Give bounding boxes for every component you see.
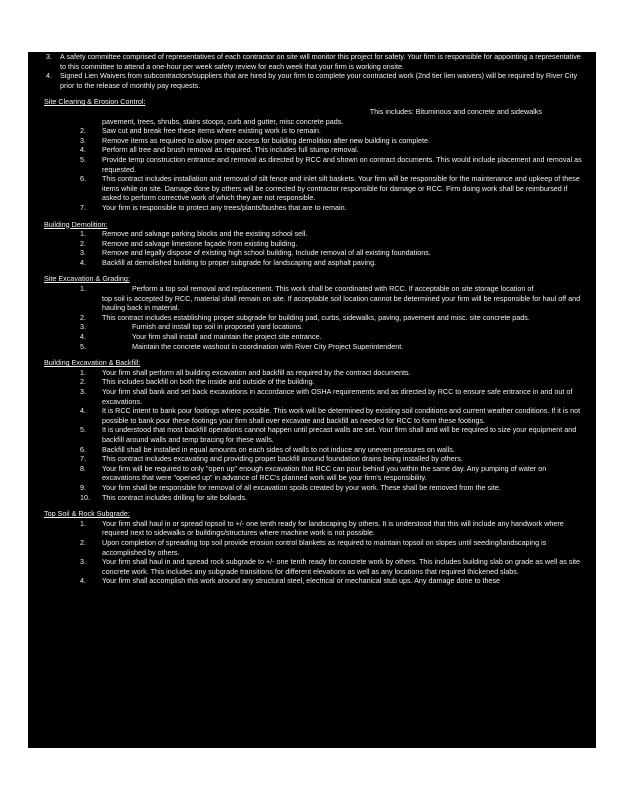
section-heading: Building Demolition: (44, 219, 108, 229)
item-number: 3. (80, 387, 86, 396)
list-item (46, 377, 582, 387)
item-text: Your firm shall bank and set back excavations in accordance with OSHA requirements and as directed by RCC to ensure safe entrance in and out of excavations. (102, 387, 573, 406)
item-number: 3. (80, 135, 86, 145)
item-number: 2. (80, 312, 86, 322)
item-text: Your firm is responsible to protect any trees/plants/bushes that are to remain. (102, 202, 347, 212)
list-item (46, 425, 582, 444)
list-item (46, 322, 582, 332)
list-item (46, 342, 582, 352)
item-number: 9. (80, 482, 86, 492)
section-heading: Site Excavation & Grading: (44, 274, 130, 284)
item-number: 1. (80, 518, 86, 528)
item-number: 6. (80, 174, 86, 184)
item-number (80, 117, 102, 127)
item-text: It is understood that most backfill operations cannot happen until precast walls are set. Your firm shall and will be required to size your equipment and backfill around walls and temp bracing for these walls. (102, 425, 577, 444)
section-heading: Top Soil & Rock Subgrade: (44, 509, 130, 519)
item-number: 6. (80, 444, 86, 454)
item-text: Provide temp construction entrance and removal as directed by RCC and shown on contract documents. This would include placement and removal as requested. (102, 154, 582, 174)
list-item (46, 284, 582, 294)
item-number: 3. (80, 322, 86, 332)
item-number: 8. (80, 463, 86, 473)
item-text: Backfill at demolished building to proper subgrade for landscaping and asphalt paving. (102, 257, 377, 267)
item-text: Remove and salvage parking blocks and the existing school sell. (102, 229, 308, 239)
item-text: This contract includes excavating and providing proper backfill around foundation drains being installed by others. (102, 454, 463, 464)
item-text: Your firm shall install and maintain the project site entrance. (132, 332, 322, 342)
item-text: Remove and salvage limestone façade from existing building. (102, 238, 298, 248)
list-item (46, 483, 582, 493)
item-text: This contract includes installation and removal of silt fence and inlet silt baskets. Your firm will be responsible for the maintenance and upkeep of these items while on site. Damage done by others will be corrected by contractor responsible for damage or RCC. Firm doing work shall be reimbursed if asked to perform corrective work of which they are not responsible. (102, 174, 580, 203)
item-number: 4. (80, 332, 86, 342)
item-text: Your firm shall perform all building excavation and backfill as required by the contract documents. (102, 367, 411, 377)
item-number: 3. (80, 557, 86, 567)
item-text: This includes backfill on both the inside and outside of the building. (102, 377, 315, 387)
item-text: It is RCC intent to bank pour footings where possible. This work will be determined by existing soil conditions and current weather conditions. If it is not possible to bank pour these footings your firm shall over excavate and backfill as needed for RCC to form these footings. (102, 406, 581, 425)
item-text: Saw cut and break free these items where existing work is to remain. (102, 126, 321, 136)
list-item (46, 445, 582, 455)
list-item (46, 239, 582, 249)
item-text: Remove and legally dispose of existing high school building. Include removal of all existing foundations. (102, 248, 431, 258)
list-item (46, 576, 582, 586)
item-number: 10. (80, 492, 90, 502)
item-number: 4. (80, 145, 86, 155)
list-item (46, 313, 582, 323)
list-item (46, 203, 582, 213)
document-page (28, 52, 596, 748)
list-item (46, 464, 582, 483)
item-text: Your firm shall accomplish this work around any structural steel, electrical or mechanical stub ups. Any damage done to these (102, 576, 501, 586)
list-item (46, 368, 582, 378)
item-number (80, 294, 102, 313)
list-item (46, 454, 582, 464)
item-text: Perform all tree and brush removal as required. This includes full stump removal. (102, 145, 359, 155)
item-text: pavement, trees, shrubs, stairs stoops, curb and gutter, misc concrete pads. (102, 116, 344, 126)
item-number: 3. (80, 248, 86, 258)
item-text: Backfill shall be installed in equal amounts on each sides of walls to not induce any uneven pressures on walls. (102, 444, 455, 454)
item-number: 7. (80, 202, 86, 212)
list-item (46, 387, 582, 406)
item-number: 2. (80, 238, 86, 248)
list-item (46, 258, 582, 268)
item-text: A safety committee comprised of representatives of each contractor on site will monitor this project for safety. Your firm is responsible for appointing a representative to this committee to attend a one-hour per week safety review for each week that your firm is working onsite. (60, 52, 581, 71)
list-item (46, 145, 582, 155)
item-text: Your firm shall haul in or spread topsoil to +/- one tenth ready for landscaping by others. It is understood that this will include any handwork where required next to sidewalks or buildings/structures where machine work is not possible. (102, 518, 564, 538)
item-text: top soil is accepted by RCC, material shall remain on site. If acceptable soil location cannot be determined your firm will be responsible for haul off and hauling back in material. (102, 293, 581, 313)
item-text: Signed Lien Waivers from subcontractors/suppliers that are hired by your firm to complete your contracted work (2nd tier lien waivers) will be required by River City prior to the release of monthly pay requests. (60, 71, 578, 90)
item-number: 2. (80, 126, 86, 136)
section-heading: Building Excavation & Backfill: (44, 358, 141, 368)
list-item (46, 294, 582, 313)
item-number: 1. (80, 229, 86, 239)
item-number: 7. (80, 454, 86, 464)
item-number: 3. (46, 52, 52, 61)
section-lead-text: This includes: Bituminous and concrete and sidewalks (369, 106, 542, 116)
item-number: 4. (80, 257, 86, 267)
item-text: Remove items as required to allow proper access for building demolition after new building is complete. (102, 135, 430, 145)
list-item (46, 519, 582, 538)
list-item (46, 493, 582, 503)
list-item (46, 229, 582, 239)
list-item (46, 248, 582, 258)
item-text: Perform a top soil removal and replacement. This work shall be coordinated with RCC. If acceptable on site storage location of (132, 284, 534, 294)
item-number: 4. (80, 576, 86, 586)
list-item (46, 71, 582, 90)
faint-header-text (118, 9, 308, 17)
list-item (46, 126, 582, 136)
item-number: 2. (80, 377, 86, 387)
list-item (46, 406, 582, 425)
item-number: 1. (80, 367, 86, 377)
item-text: Your firm shall be responsible for removal of all excavation spoils created by your work. These shall be removed from the site. (102, 482, 501, 492)
list-item (46, 52, 582, 71)
item-number: 2. (80, 537, 86, 547)
item-text: Upon completion of spreading top soil provide erosion control blankets as required to maintain topsoil on slopes until seeding/landscaping is accomplished by others. (102, 537, 547, 557)
item-number: 5. (80, 341, 86, 351)
item-number: 4. (46, 71, 52, 81)
item-number: 4. (80, 406, 86, 416)
item-number: 5. (80, 425, 86, 435)
list-item (46, 136, 582, 146)
list-item (46, 155, 582, 174)
item-text: This contract includes drilling for site bollards. (102, 492, 248, 502)
item-number: 1. (80, 284, 86, 294)
section-heading: Site Clearing & Erosion Control: (44, 97, 146, 107)
list-item (46, 117, 582, 127)
list-item (46, 332, 582, 342)
item-text: Maintain the concrete washout in coordination with River City Project Superintendent. (132, 341, 404, 351)
list-item (46, 174, 582, 203)
item-number: 5. (80, 154, 86, 164)
item-text: Furnish and install top soil in proposed yard locations. (132, 322, 303, 332)
item-text: Your firm will be required to only "open up" enough excavation that RCC can pour behind you within the same day. Any pumping of water on excavations that were "opened up" in advance of RCC's planned work will be your firm's responsibility. (102, 463, 547, 483)
list-item (46, 557, 582, 576)
list-item (46, 538, 582, 557)
item-text: This contract includes establishing proper subgrade for building pad, curbs, sidewalks, paving, pavement and misc. site concrete pads. (102, 312, 530, 322)
item-text: Your firm shall haul in and spread rock subgrade to +/- one tenth ready for concrete work by others. This includes building slab on grade as well as site concrete work. This includes any subgrade transitions for different elevations as well as any locations that required thickened slabs. (102, 557, 581, 576)
